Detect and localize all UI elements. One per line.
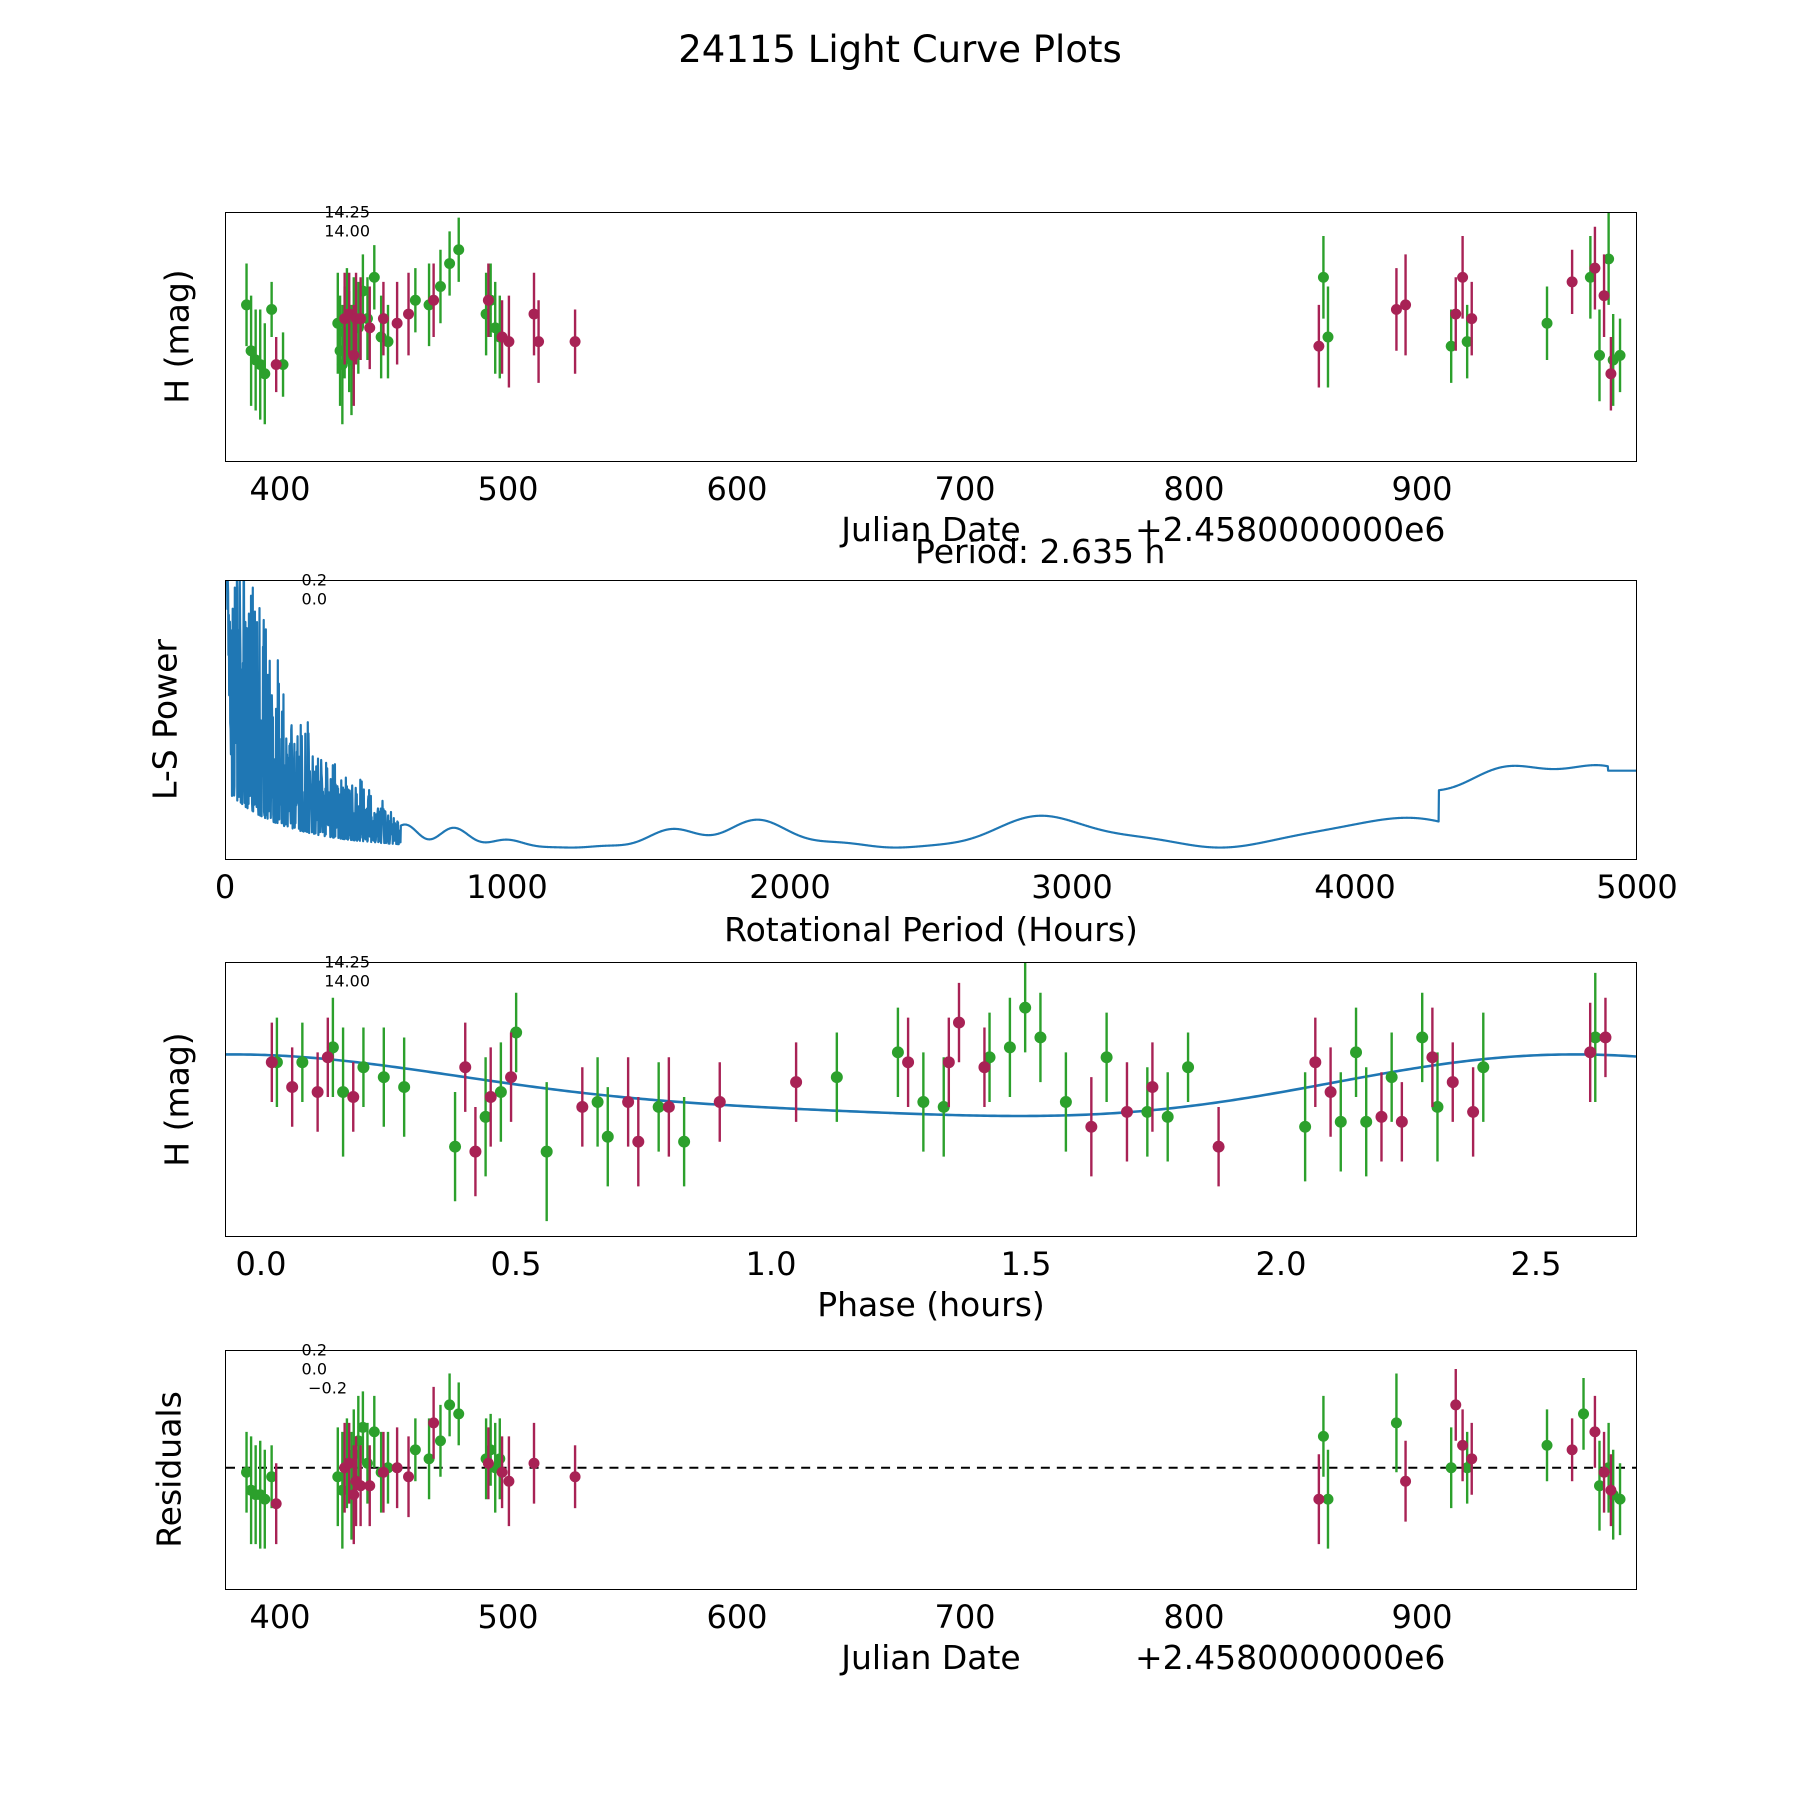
panel-lomb-scargle <box>145 532 1678 949</box>
xtick-1-500: 500 <box>477 470 539 508</box>
xtick-3-05: 0.5 <box>490 1245 542 1283</box>
panel-lightcurve-time-series <box>157 202 1637 549</box>
axes-phase-folded <box>225 962 1637 1237</box>
xtick-3-25: 2.5 <box>1510 1245 1562 1283</box>
axis-label-phase: Phase (hours) <box>817 1285 1045 1324</box>
ytick-3-1400: 14.00 <box>324 971 370 991</box>
xtick-2-1000: 1000 <box>466 868 548 906</box>
ytick-3-1425: 14.25 <box>324 952 370 972</box>
xtick-1-900: 900 <box>1391 470 1453 508</box>
xtick-4-500: 500 <box>477 1598 539 1636</box>
axes-lomb-scargle <box>225 580 1637 860</box>
xtick-3-00: 0.0 <box>235 1245 287 1283</box>
xtick-3-20: 2.0 <box>1255 1245 1307 1283</box>
xtick-4-700: 700 <box>934 1598 996 1636</box>
xtick-1-400: 400 <box>249 470 311 508</box>
page-title: 24115 Light Curve Plots <box>678 28 1122 71</box>
xtick-1-800: 800 <box>1163 470 1225 508</box>
axis-offset-2: +2.4580000000e6 <box>1135 1638 1446 1677</box>
xtick-4-900: 900 <box>1391 1598 1453 1636</box>
xtick-2-5000: 5000 <box>1596 868 1678 906</box>
ytick-4-00: 0.0 <box>301 1359 327 1379</box>
ytick-2-02: 0.2 <box>301 570 327 590</box>
xtick-2-3000: 3000 <box>1031 868 1113 906</box>
axis-offset-1: +2.4580000000e6 <box>1135 510 1446 549</box>
ytick-1-1425: 14.25 <box>324 202 370 222</box>
xtick-2-0: 0 <box>214 868 236 906</box>
period-annotation: Period: 2.635 h <box>915 532 1166 571</box>
ytick-4-02: 0.2 <box>301 1340 327 1360</box>
ytick-2-00: 0.0 <box>301 589 327 609</box>
xtick-2-2000: 2000 <box>749 868 831 906</box>
axis-label-h-mag-1: H (mag) <box>157 269 197 404</box>
axis-label-rotational-period: Rotational Period (Hours) <box>724 910 1138 949</box>
panel-phase-folded <box>157 952 1637 1324</box>
axis-label-julian-date-2: Julian Date <box>841 1638 1021 1677</box>
panel-residuals <box>149 1340 1637 1677</box>
xtick-3-10: 1.0 <box>745 1245 797 1283</box>
axes-lightcurve-time-series <box>225 212 1637 462</box>
xtick-1-700: 700 <box>934 470 996 508</box>
axis-label-residuals: Residuals <box>149 1391 189 1548</box>
xtick-4-400: 400 <box>249 1598 311 1636</box>
xtick-1-600: 600 <box>706 470 768 508</box>
axis-label-julian-date-1: Julian Date <box>841 510 1021 549</box>
axis-label-h-mag-2: H (mag) <box>157 1032 197 1167</box>
xtick-2-4000: 4000 <box>1314 868 1396 906</box>
ytick-4-neg02: −0.2 <box>308 1378 347 1398</box>
axis-label-ls-power: L-S Power <box>145 639 185 800</box>
axes-residuals <box>225 1350 1637 1590</box>
xtick-4-600: 600 <box>706 1598 768 1636</box>
xtick-3-15: 1.5 <box>1000 1245 1052 1283</box>
xtick-4-800: 800 <box>1163 1598 1225 1636</box>
ytick-1-1400: 14.00 <box>324 221 370 241</box>
